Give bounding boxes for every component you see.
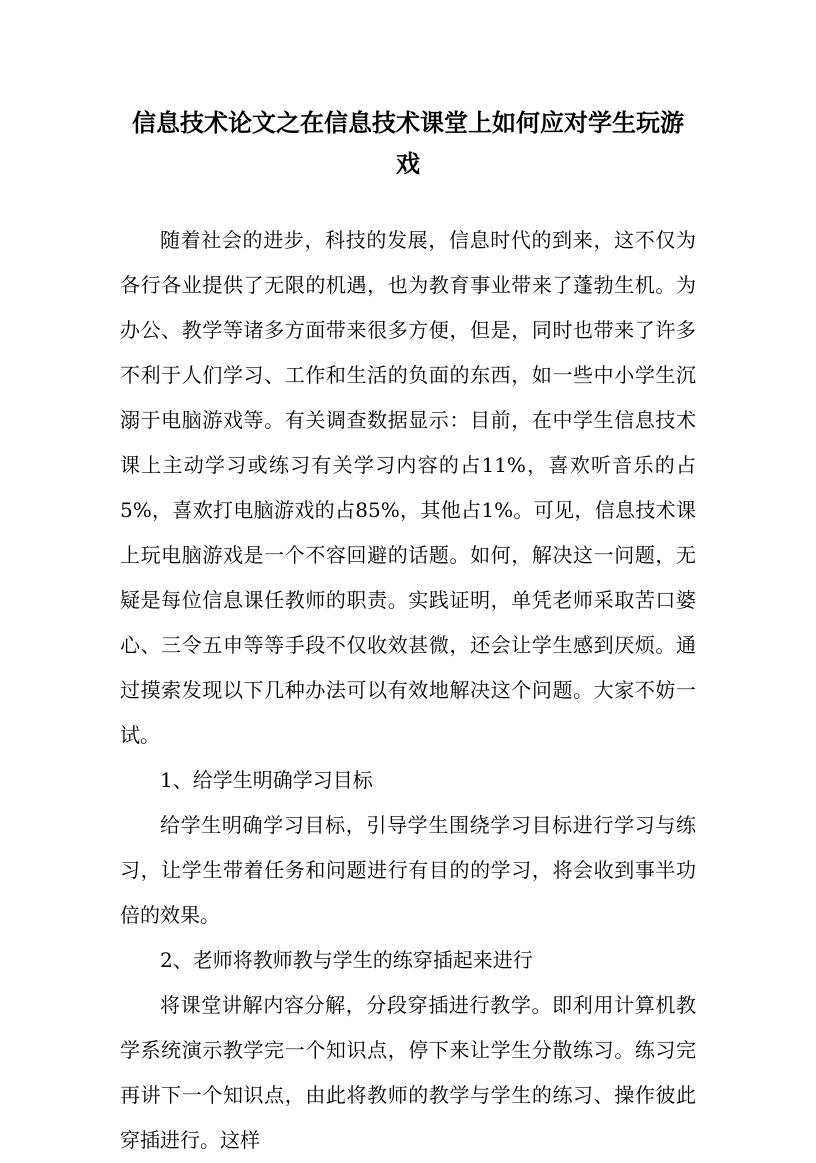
document-title-line2: 戏 [396, 149, 420, 178]
document-title-line1: 信息技术论文之在信息技术课堂上如何应对学生玩游 [132, 108, 684, 137]
section-heading-2: 2、老师将教师教与学生的练穿插起来进行 [160, 948, 533, 972]
section-1-paragraph: 给学生明确学习目标，引导学生围绕学习目标进行学习与练习，让学生带着任务和问题进行有目的的学习，将会收到事半功倍的效果。 [120, 813, 696, 927]
document-body [120, 218, 696, 1163]
section-2-paragraph: 将课堂讲解内容分解，分段穿插进行教学。即利用计算机教学系统演示教学完一个知识点，停下来让学生分散练习。练习完再讲下一个知识点，由此将教师的教学与学生的练习、操作彼此穿插进行。这样 [120, 993, 696, 1152]
intro-paragraph: 随着社会的进步，科技的发展，信息时代的到来，这不仅为各行各业提供了无限的机遇，也为教育事业带来了蓬勃生机。为办公、教学等诸多方面带来很多方便，但是，同时也带来了许多不利于人们学习、工作和生活的负面的东西，如一些中小学生沉溺于电脑游戏等。有关调查数据显示：目前，在中学生信息技术课上主动学习或练习有关学习内容的占11%，喜欢听音乐的占5%，喜欢打电脑游戏的占85%，其他占1%。可见，信息技术课上玩电脑游戏是一个不容回避的话题。如何，解决这一问题，无疑是每位信息课任教师的职责。实践证明，单凭老师采取苦口婆心、三令五申等等手段不仅收效甚微，还会让学生感到厌烦。通过摸索发现以下几种办法可以有效地解决这个问题。大家不妨一试。 [120, 228, 696, 747]
section-heading-1: 1、给学生明确学习目标 [160, 768, 373, 792]
